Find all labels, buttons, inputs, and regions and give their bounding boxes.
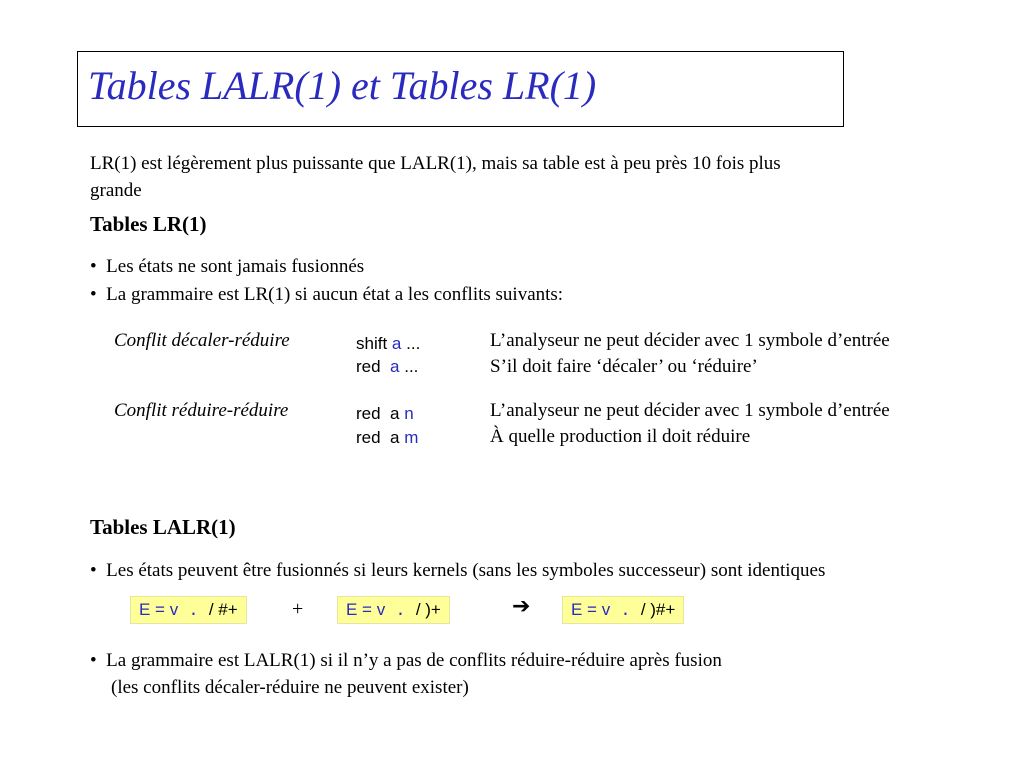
lr1-heading: Tables LR(1) <box>90 212 207 236</box>
intro-paragraph <box>90 150 990 204</box>
conflict-1-item-1: shift a ... <box>356 334 421 353</box>
conflict-2-item-2: red a m <box>356 428 419 447</box>
lalr1-bullet-1: • Les états peuvent être fusionnés si leurs kernels (sans les symboles successeur) sont identiques <box>90 560 826 581</box>
lalr1-bullet-2-line-1: La grammaire est LALR(1) si il n’y a pas de conflits réduire-réduire après fusion <box>106 650 722 671</box>
lalr1-bullet-2-line-2: (les conflits décaler-réduire ne peuvent exister) <box>111 677 469 698</box>
conflict-2-explanation-line-1: L’analyseur ne peut décider avec 1 symbole d’entrée <box>490 400 890 421</box>
conflict-2-name: Conflit réduire-réduire <box>114 400 289 421</box>
lalr1-bullet-2: • La grammaire est LALR(1) si il n’y a pas de conflits réduire-réduire après fusion (les conflits décaler-réduire ne peuvent exister) <box>90 647 722 701</box>
conflict-2-explanation <box>490 398 890 450</box>
right-arrow-icon: ➔ <box>512 594 531 619</box>
intro-line-1: LR(1) est légèrement plus puissante que LALR(1), mais sa table est à peu près 10 fois plus <box>90 153 781 174</box>
conflict-1-items <box>356 332 420 378</box>
merge-state-result: E = v . / )#+ <box>562 596 684 624</box>
lalr1-heading: Tables LALR(1) <box>90 515 236 539</box>
conflict-1-explanation <box>490 328 890 380</box>
conflict-2-explanation-line-2: À quelle production il doit réduire <box>490 426 751 447</box>
lalr1-bullet-1-text: Les états peuvent être fusionnés si leurs kernels (sans les symboles successeur) sont identiques <box>106 560 826 581</box>
lr1-bullet-2: • La grammaire est LR(1) si aucun état a les conflits suivants: <box>90 284 564 305</box>
conflict-2-item-1: red a n <box>356 404 414 423</box>
conflict-1-explanation-line-2: S’il doit faire ‘décaler’ ou ‘réduire’ <box>490 356 758 377</box>
plus-sign: + <box>292 598 304 620</box>
lr1-bullet-1: • Les états ne sont jamais fusionnés <box>90 256 365 277</box>
slide-title: Tables LALR(1) et Tables LR(1) <box>88 63 597 108</box>
conflict-1-explanation-line-1: L’analyseur ne peut décider avec 1 symbole d’entrée <box>490 330 890 351</box>
conflict-1-name: Conflit décaler-réduire <box>114 330 290 351</box>
merge-state-2: E = v . / )+ <box>337 596 450 624</box>
merge-state-1: E = v . / #+ <box>130 596 247 624</box>
intro-line-2: grande <box>90 180 142 201</box>
lr1-bullet-1-text: Les états ne sont jamais fusionnés <box>106 256 365 277</box>
conflict-1-item-2: red a ... <box>356 357 419 376</box>
lr1-bullet-2-text: La grammaire est LR(1) si aucun état a les conflits suivants: <box>106 284 564 305</box>
conflict-2-items <box>356 402 418 450</box>
